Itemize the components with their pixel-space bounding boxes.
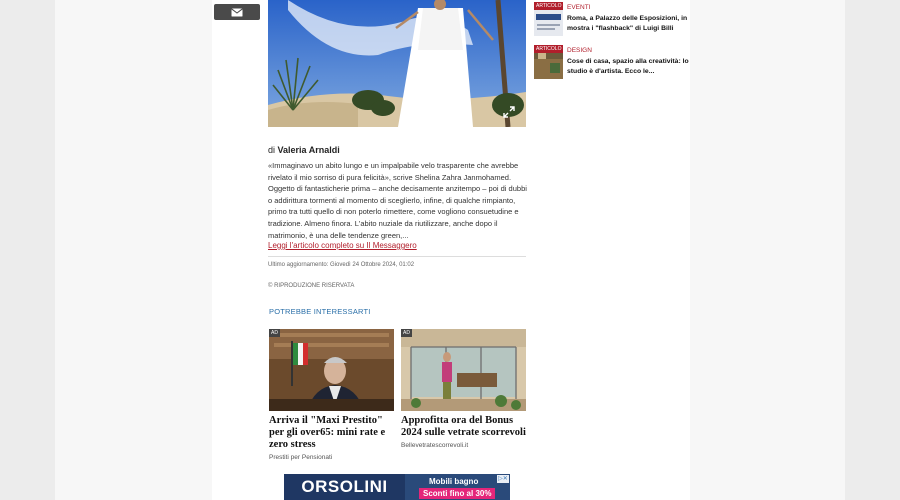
banner-line2: Sconti fino al 30%: [419, 488, 495, 499]
sidebar-category[interactable]: DESIGN: [567, 47, 592, 54]
ad-label: AD: [403, 330, 410, 336]
article-byline: [268, 145, 340, 155]
recommendation-source: Prestiti per Pensionati: [269, 454, 333, 461]
sidebar-title[interactable]: Cose di casa, spazio alla creatività: lo studio è d'artista. Ecco le...: [567, 58, 689, 75]
article-tag: ARTICOLO: [536, 3, 562, 9]
sidebar-thumbnail[interactable]: [534, 2, 563, 36]
copyright-notice: © RIPRODUZIONE RISERVATA: [268, 283, 355, 289]
sidebar-title[interactable]: Roma, a Palazzo delle Esposizioni, in mostra i "flashback" di Luigi Billi: [567, 15, 688, 32]
banner-line1: Mobili bagno: [429, 477, 479, 486]
banner-offer: [405, 474, 510, 500]
recommendation-thumbnail[interactable]: [401, 329, 526, 411]
sidebar-article[interactable]: [534, 45, 690, 79]
recommendation-headline[interactable]: Approfitta ora del Bonus 2024 sulle vetrate scorrevoli: [401, 415, 526, 438]
recommendation-card[interactable]: [269, 329, 394, 461]
read-full-article-link[interactable]: Leggi l'articolo completo su Il Messaggero: [268, 241, 417, 250]
envelope-icon: [231, 8, 243, 17]
recommendation-headline[interactable]: Arriva il "Maxi Prestito" per gli over65: mini rate e zero stress: [269, 415, 386, 450]
sidebar-category[interactable]: EVENTI: [567, 4, 591, 11]
article-tag: ARTICOLO: [536, 46, 562, 52]
recommendation-card[interactable]: [401, 329, 526, 449]
article-excerpt: «Immaginavo un abito lungo e un impalpabile velo trasparente che avrebbe rivelato il mio sorriso di pura felicità», scrive Shelina Zahra Janmohamed. Oggetto di fantasticherie prima – anche decisamente anzitempo – poi di dubbi o addirittura tormenti al momento di sceglierlo, infine, di qualche rimpianto, primo tra tutti quello di non poterlo rimettere, come vogliono consuetudine e tradizione. Almeno finora. L'abito nuziale da riutilizzare, anche dopo il matrimonio, è una delle tendenze green,...: [268, 161, 527, 240]
hero-image: [268, 0, 526, 127]
ad-label: AD: [271, 330, 278, 336]
recommendations-title: POTREBBE INTERESSARTI: [269, 307, 371, 316]
ad-banner[interactable]: [284, 474, 510, 500]
adchoices-icon[interactable]: ▷✕: [498, 476, 508, 482]
divider: [268, 256, 526, 257]
expand-icon[interactable]: [502, 105, 516, 119]
sidebar-article[interactable]: [534, 2, 690, 36]
sidebar-thumbnail[interactable]: [534, 45, 563, 79]
banner-brand: ORSOLINI: [284, 474, 405, 500]
author-name: Valeria Arnaldi: [277, 145, 340, 155]
recommendation-source: Bellevetratescorrevoli.it: [401, 442, 469, 449]
recommendation-thumbnail[interactable]: [269, 329, 394, 411]
email-share-button[interactable]: [214, 4, 260, 20]
byline-prefix: di: [268, 145, 276, 155]
last-updated: Ultimo aggiornamento: Giovedì 24 Ottobre 2024, 01:02: [268, 262, 415, 268]
